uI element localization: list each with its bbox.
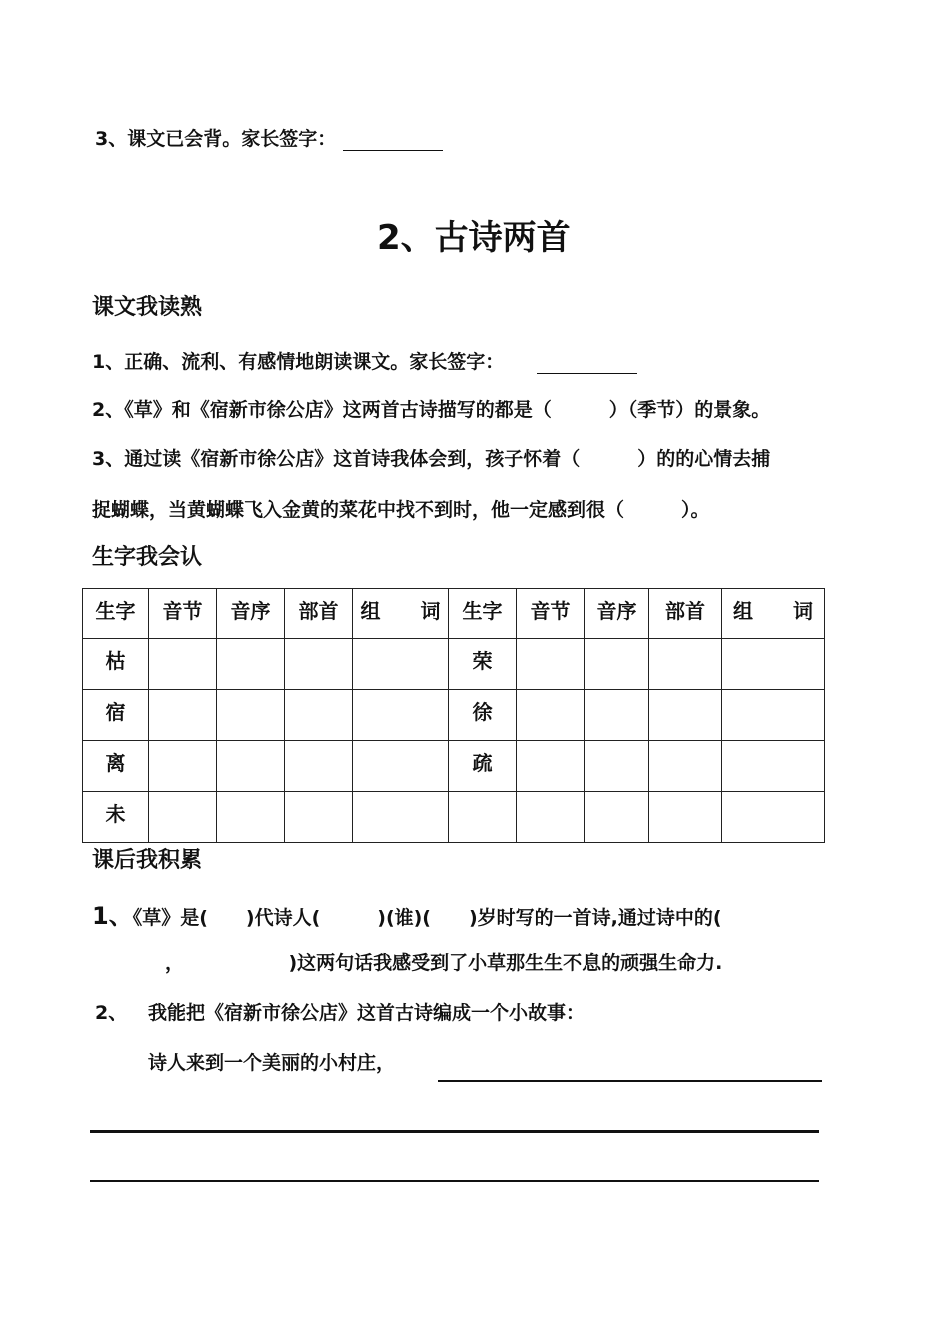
after-item-2-text: 我能把《宿新市徐公店》这首古诗编成一个小故事： <box>148 1002 586 1024</box>
recite-sign-item <box>95 120 443 151</box>
table-row <box>83 741 825 792</box>
answer-cell[interactable] <box>585 741 649 792</box>
answer-cell[interactable] <box>149 792 217 843</box>
answer-cell[interactable] <box>285 690 353 741</box>
character-cell: 未 <box>83 792 149 843</box>
character-cell: 荣 <box>449 639 517 690</box>
answer-cell[interactable] <box>149 639 217 690</box>
answer-cell[interactable] <box>285 741 353 792</box>
reading-item-1 <box>92 345 637 374</box>
answer-cell[interactable] <box>353 690 449 741</box>
answer-cell[interactable] <box>517 741 585 792</box>
answer-cell[interactable] <box>649 690 722 741</box>
answer-cell[interactable] <box>585 639 649 690</box>
answer-cell[interactable] <box>149 690 217 741</box>
answer-cell[interactable] <box>217 792 285 843</box>
reading-item-1-text: 1、正确、流利、有感情地朗读课文。家长签字： <box>92 351 505 373</box>
answer-cell[interactable] <box>149 741 217 792</box>
recite-sign-field[interactable] <box>343 120 443 151</box>
character-cell: 离 <box>83 741 149 792</box>
character-table <box>82 588 825 843</box>
answer-cell[interactable] <box>217 741 285 792</box>
answer-cell[interactable] <box>649 639 722 690</box>
answer-cell[interactable] <box>353 639 449 690</box>
answer-cell[interactable] <box>517 690 585 741</box>
answer-cell[interactable] <box>285 792 353 843</box>
answer-cell[interactable] <box>722 792 825 843</box>
character-cell: 疏 <box>449 741 517 792</box>
header-cell: 部首 <box>649 589 722 639</box>
answer-cell[interactable] <box>649 741 722 792</box>
section-reading-heading: 课文我读熟 <box>92 295 203 320</box>
answer-cell[interactable] <box>217 690 285 741</box>
parent-sign-field[interactable] <box>537 345 637 374</box>
story-answer-line-3[interactable] <box>90 1180 819 1182</box>
story-start-text: 诗人来到一个美丽的小村庄， <box>148 1052 396 1074</box>
answer-cell[interactable] <box>353 792 449 843</box>
table-row <box>83 792 825 843</box>
recite-sign-label: 3、课文已会背。家长签字： <box>95 128 337 150</box>
reading-item-3-line1: 3、通过读《宿新市徐公店》这首诗我体会到，孩子怀着（ ）的的心情去捕 <box>92 448 771 470</box>
answer-cell[interactable] <box>585 690 649 741</box>
answer-cell[interactable] <box>285 639 353 690</box>
header-cell: 音节 <box>517 589 585 639</box>
header-cell: 音序 <box>585 589 649 639</box>
character-cell: 徐 <box>449 690 517 741</box>
section-characters-heading: 生字我会认 <box>92 545 203 570</box>
answer-cell[interactable] <box>517 792 585 843</box>
character-cell: 宿 <box>83 690 149 741</box>
header-cell: 音节 <box>149 589 217 639</box>
answer-cell[interactable] <box>517 639 585 690</box>
header-cell: 生字 <box>83 589 149 639</box>
table-row <box>83 639 825 690</box>
story-answer-line-2[interactable] <box>90 1130 819 1133</box>
header-cell: 生字 <box>449 589 517 639</box>
header-cell: 组 词 <box>722 589 825 639</box>
after-item-1-line1 <box>92 896 722 931</box>
page-title: 2、古诗两首 <box>377 218 571 258</box>
after-item-1-line2: ， )这两句话我感受到了小草那生生不息的顽强生命力. <box>165 952 723 974</box>
answer-cell[interactable] <box>722 741 825 792</box>
character-cell: 枯 <box>83 639 149 690</box>
table-row <box>83 690 825 741</box>
answer-cell[interactable] <box>722 639 825 690</box>
after-item-1-number: 1、 <box>92 902 133 930</box>
answer-cell[interactable] <box>353 741 449 792</box>
character-cell <box>449 792 517 843</box>
header-cell: 音序 <box>217 589 285 639</box>
story-answer-line-1[interactable] <box>438 1080 822 1082</box>
section-after-class-heading: 课后我积累 <box>92 848 203 873</box>
answer-cell[interactable] <box>217 639 285 690</box>
answer-cell[interactable] <box>649 792 722 843</box>
header-cell: 组 词 <box>353 589 449 639</box>
after-item-1-text: 《草》是( )代诗人( )(谁)( )岁时写的一首诗,通过诗中的( <box>132 907 722 929</box>
reading-item-3-line2: 捉蝴蝶，当黄蝴蝶飞入金黄的菜花中找不到时，他一定感到很（ ）。 <box>92 499 710 521</box>
header-cell: 部首 <box>285 589 353 639</box>
answer-cell[interactable] <box>722 690 825 741</box>
after-item-2-number: 2、 <box>95 1002 128 1024</box>
table-header-row <box>83 589 825 639</box>
reading-item-2: 2、《草》和《宿新市徐公店》这两首古诗描写的都是（ ）（季节）的景象。 <box>92 399 771 421</box>
answer-cell[interactable] <box>585 792 649 843</box>
